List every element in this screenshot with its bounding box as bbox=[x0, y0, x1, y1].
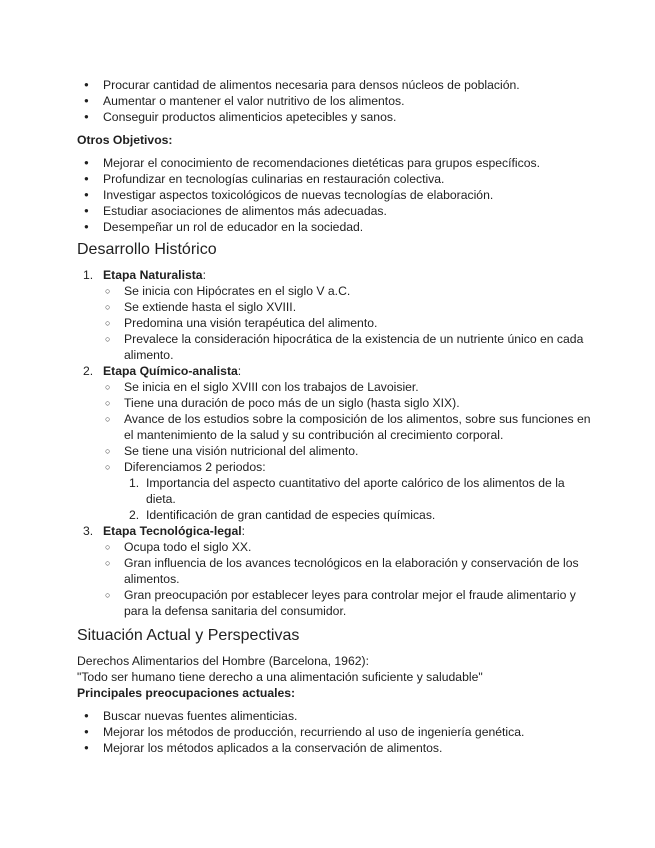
list-item: ○ Se inicia en el siglo XVIII con los trabajos de Lavoisier. bbox=[103, 379, 595, 395]
quote-line: "Todo ser humano tiene derecho a una alimentación suficiente y saludable" bbox=[77, 670, 483, 684]
list-item: ● Estudiar asociaciones de alimentos más adecuadas. bbox=[77, 203, 595, 219]
list-item: ● Mejorar los métodos de producción, recurriendo al uso de ingeniería genética. bbox=[77, 724, 595, 740]
stage-item bbox=[77, 267, 595, 363]
list-item: ○ Prevalece la consideración hipocrática de la existencia de un nutriente único en cada alimento. bbox=[103, 331, 595, 363]
stage-colon: : bbox=[202, 268, 206, 282]
stage-item bbox=[77, 363, 595, 523]
list-item: ○ Tiene una duración de poco más de un siglo (hasta siglo XIX). bbox=[103, 395, 595, 411]
stage-title: Etapa Tecnológica-legal bbox=[103, 524, 242, 538]
list-item: ● Investigar aspectos toxicológicos de nuevas tecnologías de elaboración. bbox=[77, 187, 595, 203]
preocupaciones-list bbox=[77, 708, 595, 756]
list-item: ○ Gran influencia de los avances tecnológicos en la elaboración y conservación de los alimentos. bbox=[103, 555, 595, 587]
desarrollo-historico-heading: Desarrollo Histórico bbox=[77, 241, 217, 258]
list-item: ○ Avance de los estudios sobre la composición de los alimentos, sobre sus funciones en el mantenimiento de la salud y su contribución al crecimiento corporal. bbox=[103, 411, 595, 443]
stage-item bbox=[77, 523, 595, 619]
intro-bullet-list bbox=[77, 77, 595, 125]
list-item: ● Desempeñar un rol de educador en la sociedad. bbox=[77, 219, 595, 235]
list-item: ● Profundizar en tecnologías culinarias en restauración colectiva. bbox=[77, 171, 595, 187]
stage-sublist bbox=[103, 539, 595, 619]
periodo-number: 2. bbox=[129, 508, 140, 522]
list-item: ○ Se inicia con Hipócrates en el siglo V a.C. bbox=[103, 283, 595, 299]
stage-colon: : bbox=[237, 364, 242, 378]
derechos-line: Derechos Alimentarios del Hombre (Barcelona, 1962): bbox=[77, 654, 369, 668]
list-item: ● Procurar cantidad de alimentos necesaria para densos núcleos de población. bbox=[77, 77, 595, 93]
list-item: ● Mejorar los métodos aplicados a la conservación de alimentos. bbox=[77, 740, 595, 756]
list-item-periodos bbox=[103, 459, 595, 523]
stage-sublist bbox=[103, 283, 595, 363]
list-item: ● Mejorar el conocimiento de recomendaciones dietéticas para grupos específicos. bbox=[77, 155, 595, 171]
preocupaciones-heading: Principales preocupaciones actuales: bbox=[77, 686, 296, 700]
list-item: ○ Predomina una visión terapéutica del alimento. bbox=[103, 315, 595, 331]
stage-sublist bbox=[103, 379, 595, 523]
periodos-list bbox=[124, 475, 595, 523]
otros-objetivos-heading: Otros Objetivos: bbox=[77, 133, 173, 147]
stage-title: Etapa Naturalista bbox=[103, 268, 203, 282]
stage-colon: : bbox=[241, 524, 245, 538]
stage-number: 1. bbox=[83, 268, 94, 282]
stages-list bbox=[77, 267, 595, 619]
periodo-text: Identificación de gran cantidad de especies químicas. bbox=[146, 508, 436, 522]
periodo-item bbox=[124, 475, 595, 507]
list-item: ● Aumentar o mantener el valor nutritivo de los alimentos. bbox=[77, 93, 595, 109]
stage-number: 2. bbox=[83, 364, 94, 378]
list-item: ○ Se tiene una visión nutricional del alimento. bbox=[103, 443, 595, 459]
situacion-actual-heading: Situación Actual y Perspectivas bbox=[77, 627, 300, 644]
periodo-item bbox=[124, 507, 595, 523]
periodos-label: Diferenciamos 2 periodos: bbox=[124, 460, 266, 474]
list-item: ○ Ocupa todo el siglo XX. bbox=[103, 539, 595, 555]
list-item: ○ Gran preocupación por establecer leyes para controlar mejor el fraude alimentario y para la defensa sanitaria del consumidor. bbox=[103, 587, 595, 619]
periodo-text: Importancia del aspecto cuantitativo del aporte calórico de los alimentos de la dieta. bbox=[146, 476, 565, 506]
list-item: ● Conseguir productos alimenticios apetecibles y sanos. bbox=[77, 109, 595, 125]
stage-title: Etapa Químico-analista bbox=[103, 364, 238, 378]
list-item: ○ Se extiende hasta el siglo XVIII. bbox=[103, 299, 595, 315]
list-item: ● Buscar nuevas fuentes alimenticias. bbox=[77, 708, 595, 724]
stage-number: 3. bbox=[83, 524, 94, 538]
otros-objetivos-list bbox=[77, 155, 595, 235]
periodo-number: 1. bbox=[129, 476, 140, 490]
